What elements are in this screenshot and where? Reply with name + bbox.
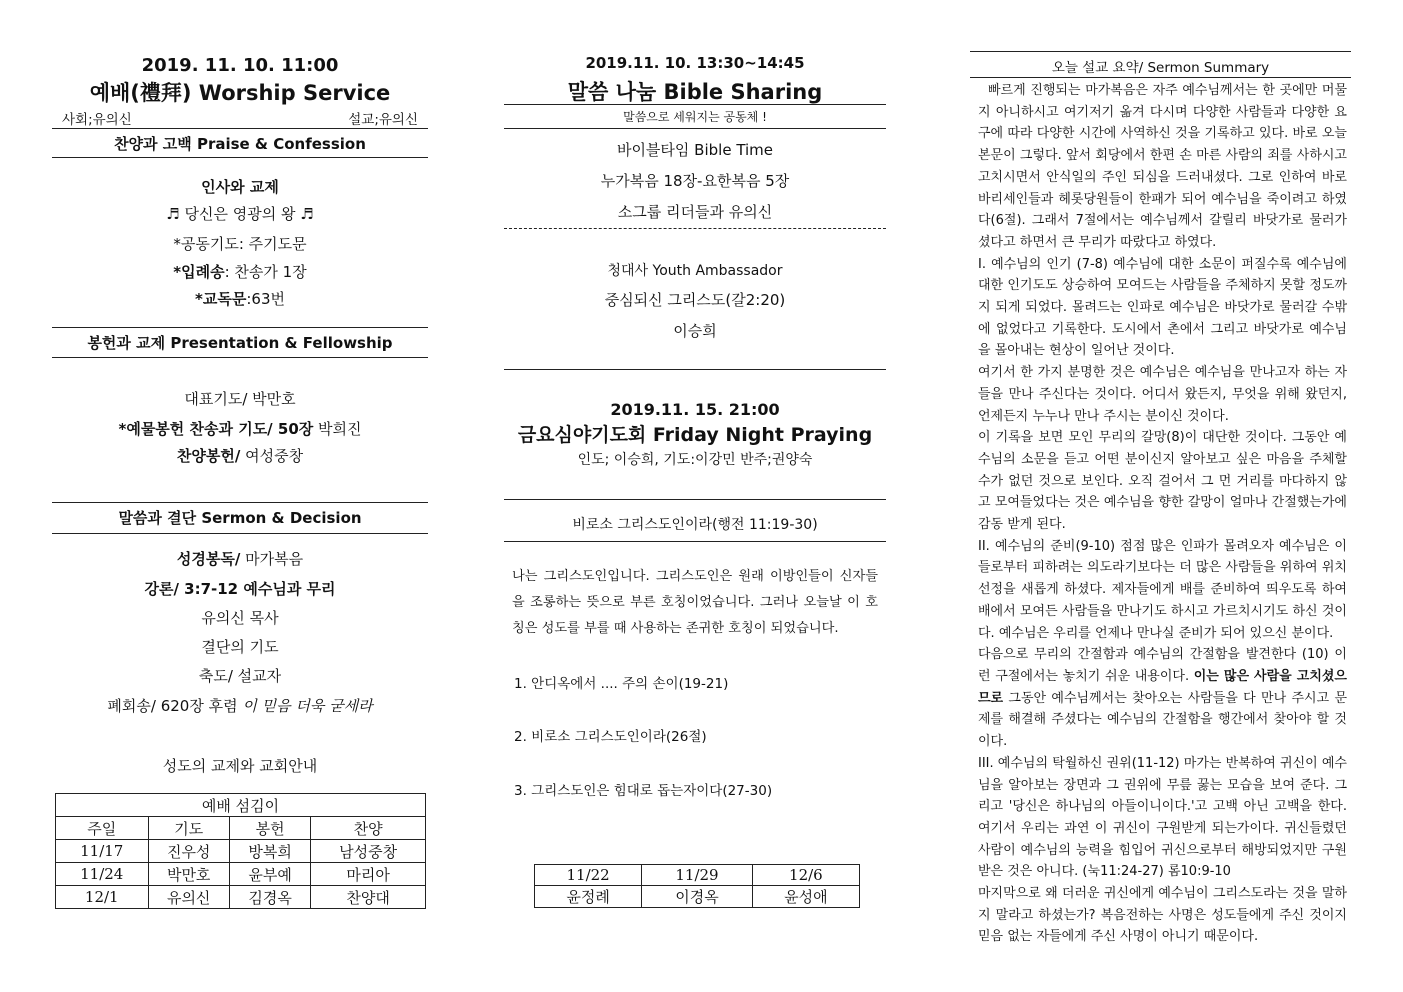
friday-intro: 나는 그리스도인입니다. 그리스도인은 원래 이방인들이 신자들을 조롱하는 뜻으로 부른 호칭이었습니다. 그러나 오늘날 이 호칭은 성도를 부를 때 사용하는 존귀한 호칭이 되었습니다. [512,569,878,636]
section-praise-title: 찬양과 고백 Praise & Confession [114,135,366,153]
divider [52,327,428,328]
summary-point-1: I. 예수님의 인기 (7-8) 예수님에 대한 소문이 퍼질수록 예수님에 대한 인기도도 상승하여 모여드는 사람들을 주체하지 못할 정도까지 되게 되었다. 몰려드는 인파로 예수님은 바닷가로 물러갈 수밖에 없었다고 기록한다. 도시에서 촌에서 그리고 바닷가로 예수님을 몰아내는 현상이 일어난 것이다. [978,256,1347,359]
divider [52,157,428,158]
summary-title: 오늘 설교 요약/ Sermon Summary [1051,60,1270,76]
cell: 김경옥 [229,886,310,909]
bible-sharing-column [504,0,886,992]
friday-title: 금요심야기도회 Friday Night Praying [517,424,873,446]
serve-header-prayer: 기도 [148,817,229,840]
youth-person: 이승희 [673,322,717,340]
sharing-datetime: 2019.11. 10. 13:30~14:45 [585,54,805,72]
summary-point-3: III. 예수님의 탁월하신 권위(11-12) 마가는 반복하여 귀신이 예수님을 알아보는 장면과 그 권위에 무릎 꿇는 모습을 보여 준다. 그리고 '당신은 하나님의 아들이니이다.'고 고백 아닌 고백을 한다. 여기서 우리는 과연 이 귀신이 구원받게 되는가이다. 귀신들렸던 사람이 예수님의 능력을 힘입어 귀신으로부터 해방되었지만 구원받은 것은 아니다. (눅11:24-27) 롬10:9-10 [978,755,1347,880]
serve-header-date: 주일 [56,817,149,840]
summary-column [970,0,1351,992]
worship-title: 예배(禮拜) Worship Service [89,81,391,105]
offering [52,418,428,439]
scripture-reading [52,548,428,569]
closing-hymn [52,695,428,716]
pastor: 유의신 목사 [201,609,279,627]
cell: 유의신 [148,886,229,909]
section-presentation-title: 봉헌과 교제 Presentation & Fellowship [87,334,393,352]
passage: 누가복음 18장-요한복음 5장 [600,172,790,190]
praise-label: 찬양봉헌/ [176,447,241,465]
divider [52,502,428,503]
cell: 11/17 [56,840,149,863]
divider [504,369,886,370]
summary-closing: 마지막으로 왜 더러운 귀신에게 예수님이 그리스도라는 것을 말하지 말라고 하셨는가? 복음전하는 사명은 성도들에게 주신 것이지 믿음 없는 자들에게 주신 사명이 아니기 때문이다. [978,886,1347,945]
serve-table-title: 예배 섬김이 [56,794,426,817]
friday-date-table [534,864,860,908]
cell: 남성중창 [311,840,426,863]
cell: 11/24 [56,863,149,886]
divider [504,104,886,105]
offering-label: *예물봉헌 찬송과 기도/ 50장 [118,420,314,438]
divider [504,499,886,500]
section-sermon-title: 말씀과 결단 Sermon & Decision [118,509,362,527]
point-2b-post: 그동안 예수님께서는 찾아오는 사람들을 다 만나 주시고 문제를 해결해 주셨다는 예수님의 간절함을 행간에서 찾아야 할 것이다. [978,690,1347,750]
worship-datetime: 2019. 11. 10. 11:00 [141,55,339,76]
closing-prefix: 폐회송/ 620장 후렴 [107,697,238,715]
serve-table [55,793,426,909]
cell: 11/22 [535,865,642,886]
table-row [535,865,860,886]
cell: 윤성애 [752,886,859,908]
summary-intro: 빠르게 진행되는 마가복음은 자주 예수님께서는 한 곳에만 머물지 아니하시고 여기저기 옮겨 다시며 다양한 사람들과 다양한 요구에 따라 다양한 시간에 사역하신 것을 기록하고 있다. 바로 오늘 본문이 그렇다. 앞서 회당에서 한편 손 마른 사람의 죄를 사하시고 고치시면서 안식일의 주인 되심을 드러내셨다. 그로 인하여 바로 바리세인들과 헤롯당원들이 한패가 되어 예수님을 죽이려고 하였다(6절). 그래서 7절에서는 예수님께서 갈릴리 바닷가로 물러가셨다고 하면서 큰 무리가 따랐다고 하였다. [978,83,1347,250]
divider [970,77,1351,78]
point-3: 3. 그리스도인은 힘대로 돕는자이다(27-30) [514,783,773,799]
responsive-reading [52,288,428,309]
point-2b-pre: 다음으로 무리의 간절함과 예수님의 간절함을 발견한다 (10) 이런 구절에서는 놓치기 쉬운 내용이다. [978,647,1347,684]
cell: 이경옥 [642,886,753,908]
divider [52,533,428,534]
summary-point-1c: 이 기록을 보면 모인 무리의 갈망(8)이 대단한 것이다. 그동안 예수님의 소문을 듣고 어떤 분이신지 알아보고 싶은 마음을 주체할 수가 없던 것으로 보인다. 오직 걸어서 그 먼 거리를 마다하지 않고 모여들었다는 것은 예수님을 향한 갈망이 얼마나 간절했는가에 감동 받게 된다. [978,430,1347,533]
table-row [56,886,426,909]
praise-offering [52,445,428,466]
entrance-hymn [52,261,428,282]
reading-value: 마가복음 [240,550,304,568]
friday-sermon-title: 비로소 그리스도인이라(행전 11:19-30) [572,517,818,533]
divider [504,541,886,542]
reading-label: 성경봉독/ [176,550,241,568]
entrance-hymn-label: *입례송 [173,263,225,281]
divider [970,51,1351,52]
serve-header-offering: 봉헌 [229,817,310,840]
cell: 진우성 [148,840,229,863]
cell: 윤정례 [535,886,642,908]
divider [52,357,428,358]
youth-theme: 중심되신 그리스도(갈2:20) [604,291,786,309]
cell: 박만호 [148,863,229,886]
table-row [56,863,426,886]
responsive-label: *교독문 [195,290,247,308]
cell: 방복희 [229,840,310,863]
friday-roles: 인도; 이승희, 기도:이강민 반주;권양숙 [577,452,813,468]
point-1: 1. 안디옥에서 .... 주의 손이(19-21) [514,676,729,692]
divider [52,128,428,129]
decision-prayer: 결단의 기도 [201,638,279,656]
benediction: 축도/ 설교자 [198,667,282,685]
greeting: 인사와 교제 [201,178,279,196]
divider [504,128,886,129]
praise-value: 여성중창 [240,447,304,465]
cell: 윤부예 [229,863,310,886]
worship-column [52,0,428,992]
friday-datetime: 2019.11. 15. 21:00 [610,400,780,419]
closing-italic: 이 믿음 더욱 굳세라 [237,697,373,715]
bible-time: 바이블타임 Bible Time [616,141,774,159]
responsive-value: :63번 [246,290,285,308]
worship-leader: 사회;유의신 [62,112,132,128]
offering-person: 박희진 [313,420,362,438]
entrance-hymn-value: : 찬송가 1장 [224,263,307,281]
cell: 12/1 [56,886,149,909]
sharing-subtitle: 말씀으로 세워지는 공동체 ! [623,110,767,124]
cell: 12/6 [752,865,859,886]
table-row [535,886,860,908]
serve-header-praise: 찬양 [311,817,426,840]
summary-body [978,80,1347,948]
fellowship-note: 성도의 교제와 교회안내 [162,757,318,775]
sermon: 강론/ 3:7-12 예수님과 무리 [144,580,336,598]
common-prayer: *공동기도: 주기도문 [173,235,307,253]
youth-title: 청대사 Youth Ambassador [607,263,783,279]
table-row [56,840,426,863]
cell: 찬양대 [311,886,426,909]
point-2: 2. 비로소 그리스도인이라(26절) [514,729,707,745]
cell: 마리아 [311,863,426,886]
summary-point-1b: 여기서 한 가지 분명한 것은 예수님은 예수님을 만나고자 하는 자들을 만나 주신다는 것이다. 어디서 왔든지, 무엇을 위해 왔던지, 언제든지 누누나 만나 주시는 분이신 것이다. [978,365,1347,424]
song: ♬ 당신은 영광의 왕 ♬ [166,205,314,223]
representative-prayer: 대표기도/ 박만호 [184,390,296,408]
cell: 11/29 [642,865,753,886]
dashed-divider [504,228,886,229]
summary-point-2: II. 예수님의 준비(9-10) 점점 많은 인파가 몰려오자 예수님은 이들로부터 피하려는 의도라기보다는 더 많은 사람들을 위하여 위치선정을 새롭게 하셨다. 제자들에게 배를 준비하여 띄우도록 하여 배에서 모여든 사람들을 만나기도 하시고 가르치시기도 하신 것이다. 예수님은 우리를 언제나 만나실 준비가 되어 있으신 분이다. [978,538,1347,641]
sharing-title: 말씀 나눔 Bible Sharing [567,80,823,104]
summary-point-2b [978,644,1347,753]
worship-preacher: 설교;유의신 [348,112,418,128]
small-group: 소그룹 리더들과 유의신 [617,203,773,221]
point-2b-bold: 이는 많은 사람을 고치셨으므로 [978,668,1347,706]
